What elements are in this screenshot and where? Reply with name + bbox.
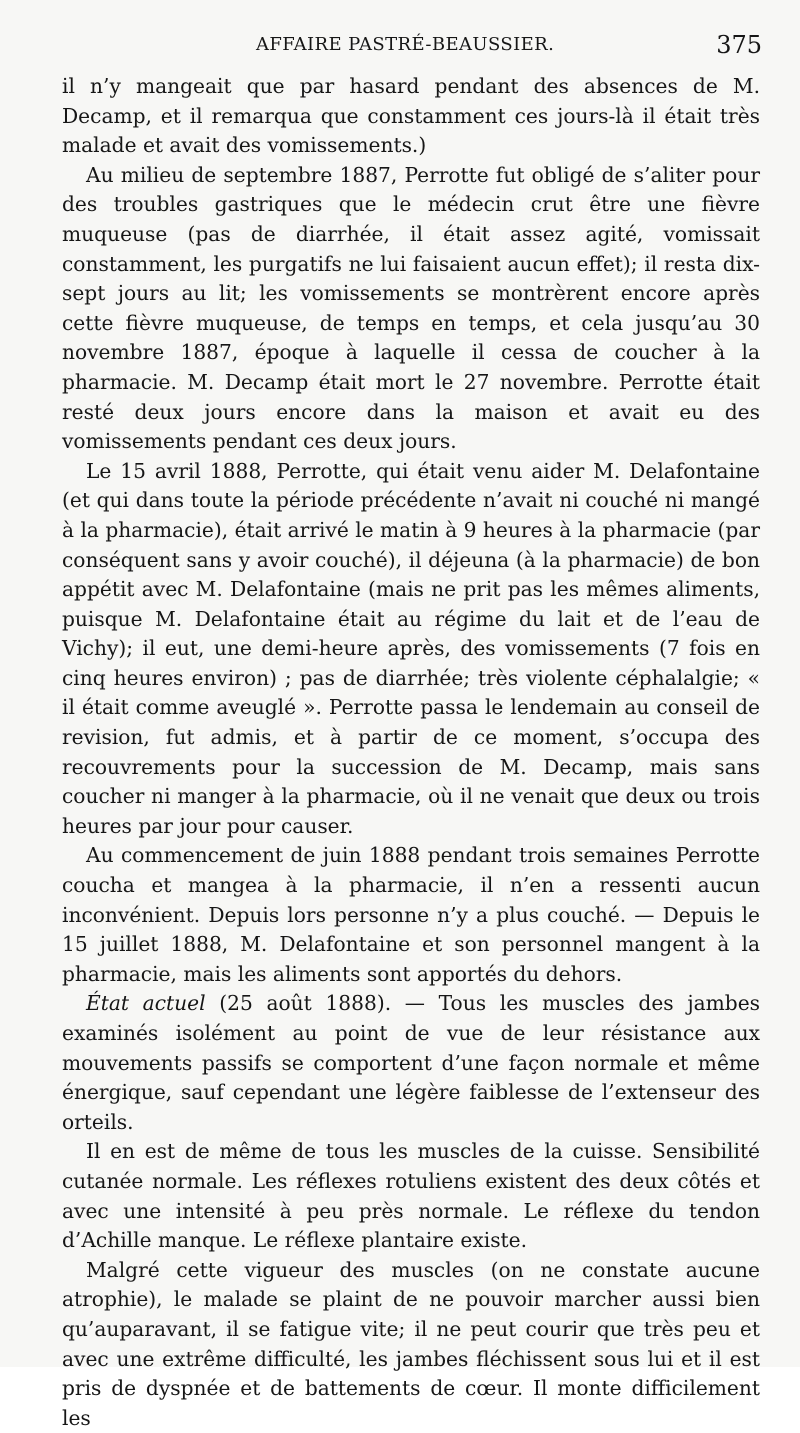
paragraph-5-text: (25 août 1888). — Tous les muscles des jambes examinés isolément au point de vue de leur résistance aux mouvements passifs se comportent d’une façon normale et même énergique, sauf cependant une légère faiblesse de l’extenseur des orteils. — [62, 991, 761, 1134]
running-header — [60, 31, 770, 62]
paragraph-6: Il en est de même de tous les muscles de la cuisse. Sensibilité cutanée normale. Les réflexes rotuliens existent des deux côtés et avec une intensité à peu près normale. Le réflexe du tendon d’Achille manque. Le réflexe plantaire existe. — [62, 1139, 760, 1253]
paragraph-1: il n’y mangeait que par hasard pendant des absences de M. Decamp, et il remarqua que constamment ces jours-là il était très malade et avait des vomissements.) — [62, 74, 760, 158]
section-lead-etat-actuel: État actuel — [86, 991, 206, 1016]
paragraph-3: Le 15 avril 1888, Perrotte, qui était venu aider M. Delafontaine (et qui dans toute la période précédente n’avait ni couché ni mangé à la pharmacie), était arrivé le matin à 9 heures à la pharmacie (par conséquent sans y avoir couché), il déjeuna (à la pharmacie) de bon appétit avec M. Delafontaine (mais ne prit pas les mêmes aliments, puisque M. Delafontaine était au régime du lait et de l’eau de Vichy); il eut, une demi-heure après, des vomissements (7 fois en cinq heures environ) ; pas de diarrhée; très violente céphalalgie; « il était comme aveuglé ». Perrotte passa le lendemain au conseil de revision, fut admis, et à partir de ce moment, s’occupa des recouvrements pour la succession de M. Decamp, mais sans coucher ni manger à la pharmacie, où il ne venait que deux ou trois heures par jour pour causer. — [62, 458, 760, 838]
paragraph-5 — [62, 989, 760, 1137]
paragraph-2: Au milieu de septembre 1887, Perrotte fut obligé de s’aliter pour des troubles gastriques que le médecin crut être une fièvre muqueuse (pas de diarrhée, il était assez agité, vomissait constamment, les purgatifs ne lui faisaient aucun effet); il resta dix-sept jours au lit; les vomissements se montrèrent encore après cette fièvre muqueuse, de temps en temps, et cela jusqu’au 30 novembre 1887, époque à laquelle il cessa de coucher à la pharmacie. M. Decamp était mort le 27 novembre. Perrotte était resté deux jours encore dans la maison et avait eu des vomissements pendant ces deux jours. — [62, 162, 760, 454]
body-text — [62, 72, 760, 1433]
page-number: 375 — [716, 31, 762, 59]
paragraph-7: Malgré cette vigueur des muscles (on ne constate aucune atrophie), le malade se plaint de ne pouvoir marcher aussi bien qu’auparavant, il se fatigue vite; il ne peut courir que très peu et avec une extrême difficulté, les jambes fléchissent sous lui et il est pris de dyspnée et de battements de cœur. Il monte difficilement les — [62, 1257, 760, 1430]
running-title: AFFAIRE PASTRÉ-BEAUSSIER. — [256, 34, 555, 55]
paragraph-4: Au commencement de juin 1888 pendant trois semaines Perrotte coucha et mangea à la pharmacie, il n’en a ressenti aucun inconvénient. Depuis lors personne n’y a plus couché. — Depuis le 15 juillet 1888, M. Delafontaine et son personnel mangent à la pharmacie, mais les aliments sont apportés du dehors. — [62, 843, 760, 986]
